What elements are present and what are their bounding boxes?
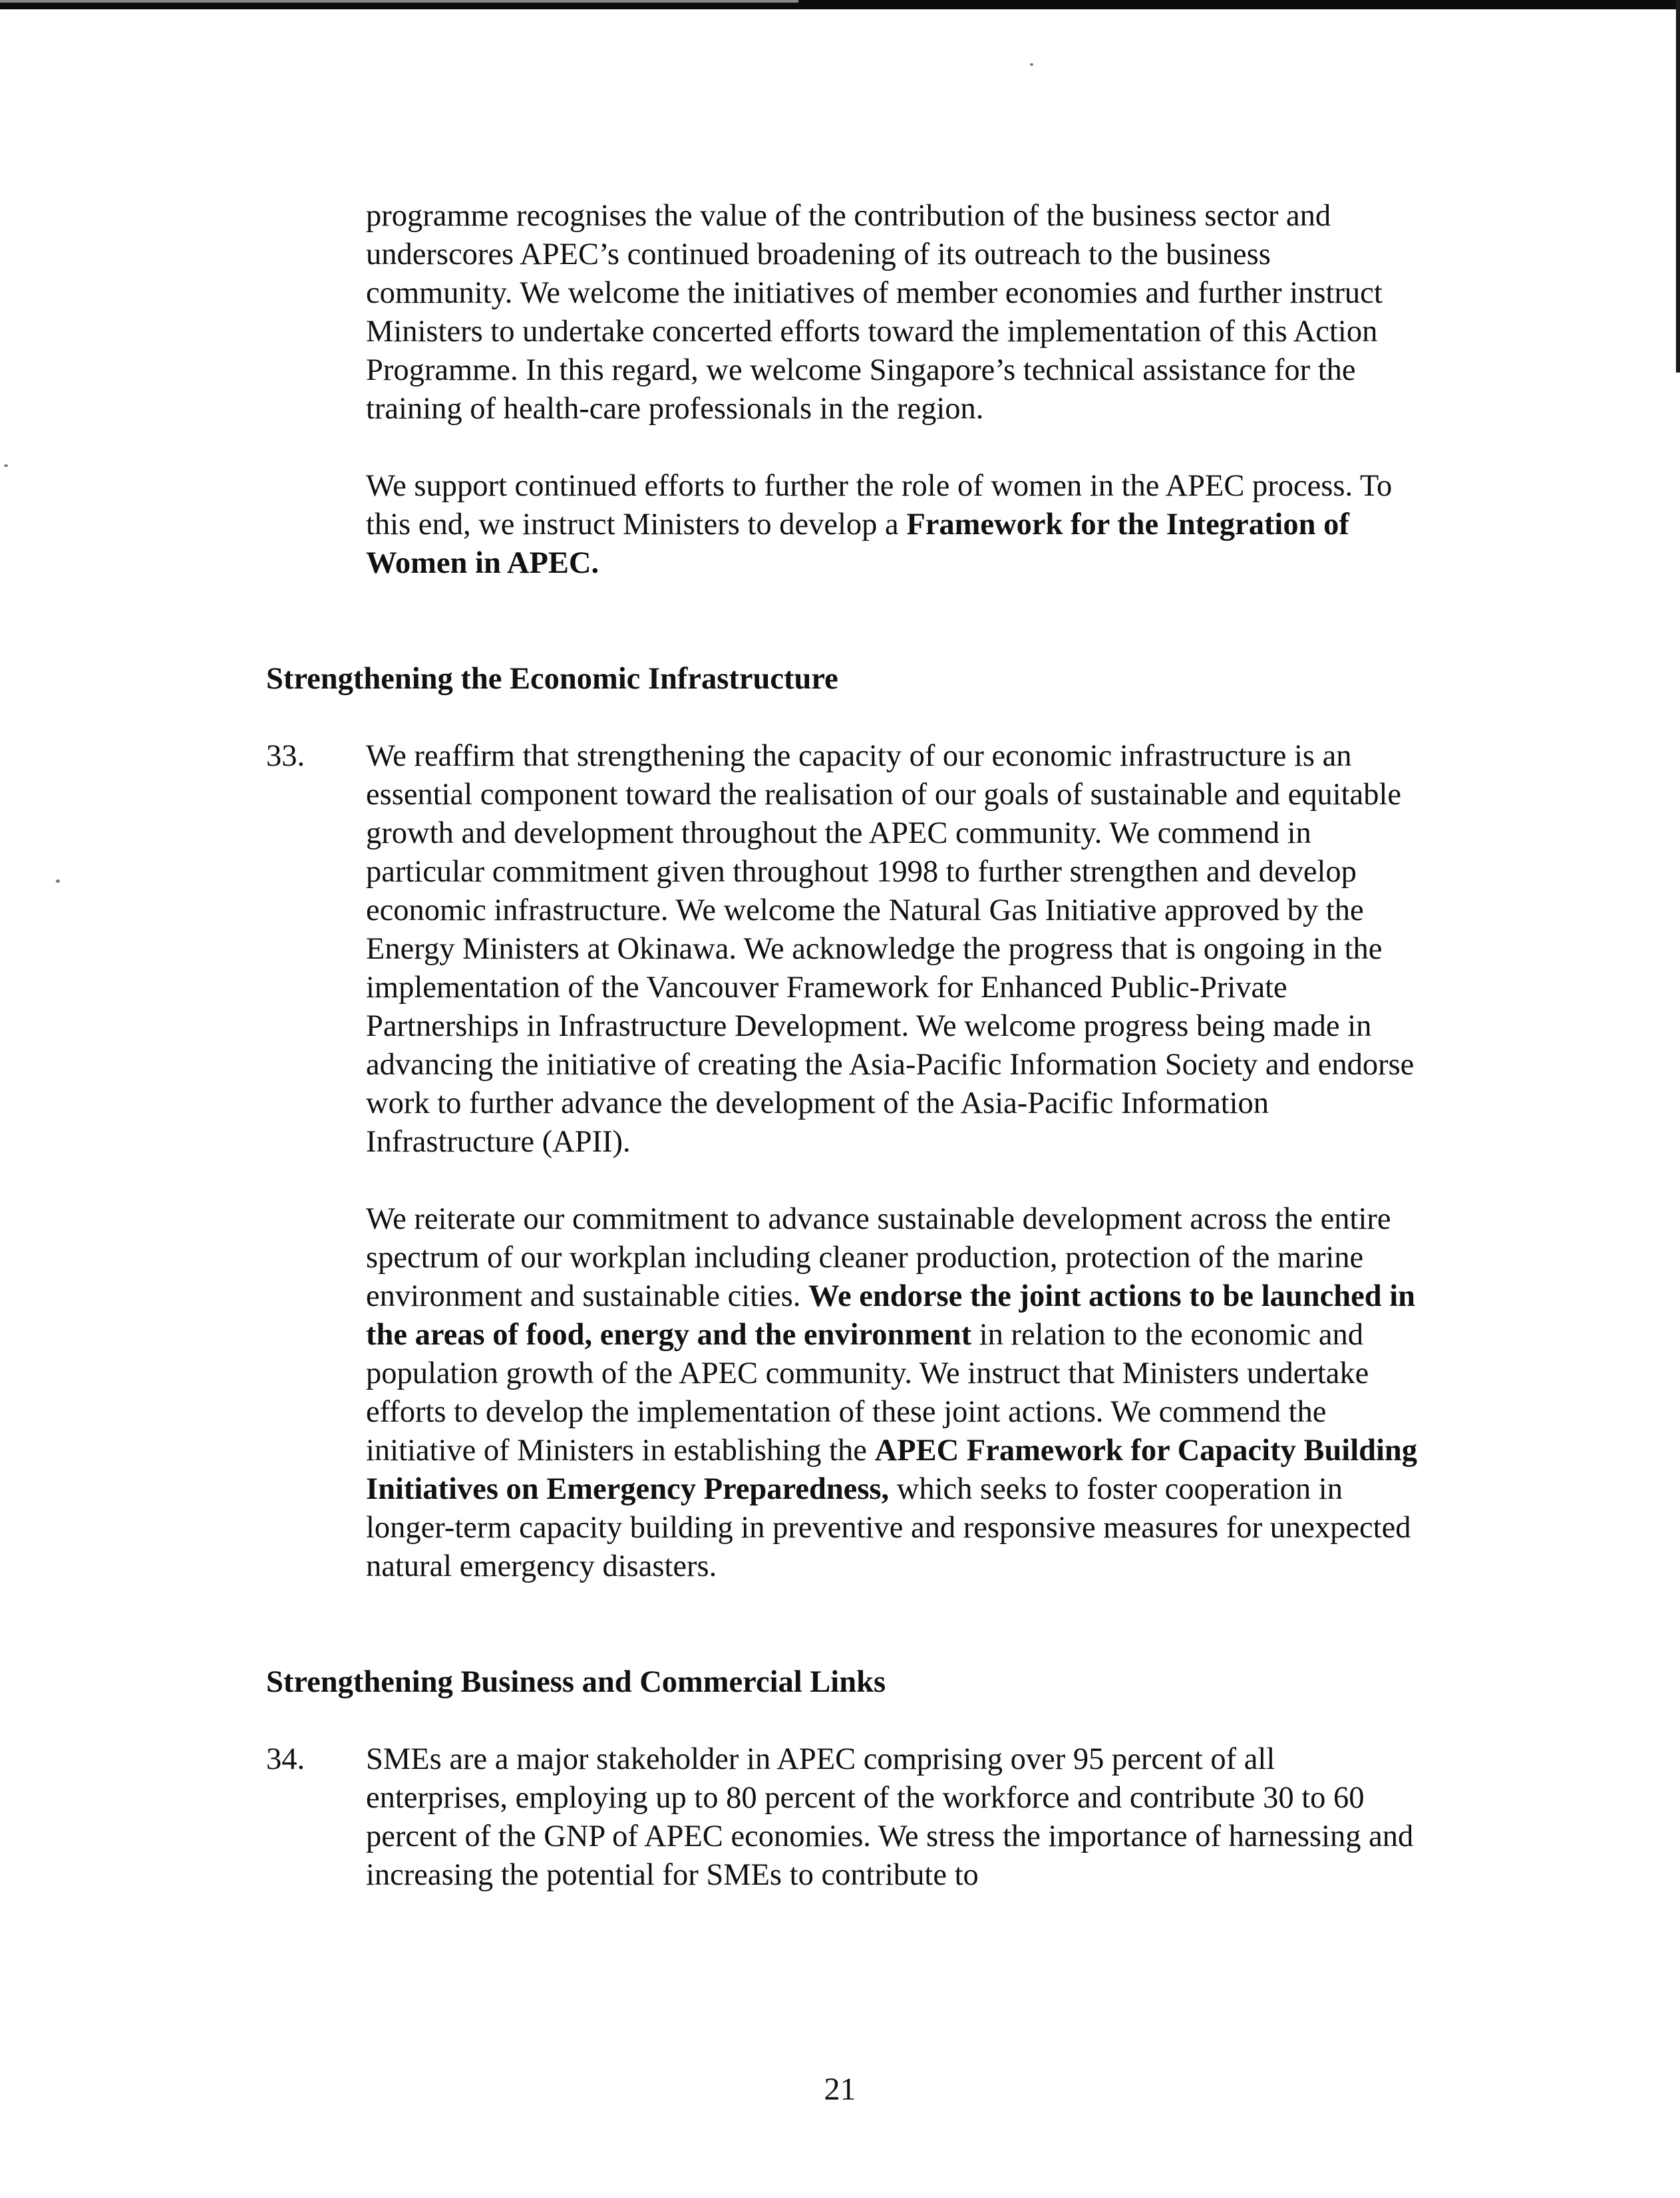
numbered-paragraph-33 — [266, 737, 1424, 1586]
document-page — [266, 197, 1424, 1895]
bold-text: We endorse the joint actions to be launched in the areas of food, energy and the environment — [366, 1279, 1415, 1352]
paragraph-smes: SMEs are a major stakeholder in APEC comprising over 95 percent of all enterprises, employing up to 80 percent of the workforce and contribute 30 to 60 percent of the GNP of APEC economies. We stress the importance of harnessing and increasing the potential for SMEs to contribute to — [366, 1742, 1414, 1892]
section-heading-business: Strengthening Business and Commercial Links — [266, 1665, 886, 1699]
paragraph-number: 33. — [266, 739, 305, 773]
paragraph-number: 34. — [266, 1742, 305, 1776]
numbered-paragraph-34 — [266, 1740, 1424, 1895]
paragraph-text: We reiterate our commitment to advance sustainable development across the entire spectrum of our workplan including cleaner production, protection of the marine environment and sustainable cities. — [366, 1202, 1391, 1313]
bold-text: Framework for the Integration of Women in APEC. — [366, 508, 1349, 580]
paragraph-infrastructure: We reaffirm that strengthening the capacity of our economic infrastructure is an essential component toward the realisation of our goals of sustainable and equitable growth and development throughout the APEC community. We commend in particular commitment given throughout 1998 to further strengthen and develop economic infrastructure. We welcome the Natural Gas Initiative approved by the Energy Ministers at Okinawa. We acknowledge the progress that is ongoing in the implementation of the Vancouver Framework for Enhanced Public-Private Partnerships in Infrastructure Development. We welcome progress being made in advancing the initiative of creating the Asia-Pacific Information Society and endorse work to further advance the development of the Asia-Pacific Information Infrastructure (APII). — [366, 739, 1415, 1159]
scan-border-top — [0, 0, 1680, 9]
paragraph-text: We support continued efforts to further the role of women in the APEC process. To this end, we instruct Ministers to develop a — [366, 469, 1393, 542]
scan-speck — [4, 464, 8, 467]
bold-text: APEC Framework for Capacity Building Initiatives on Emergency Preparedness, — [366, 1434, 1418, 1506]
scan-border-right — [1676, 0, 1680, 373]
page-number: 21 — [824, 2072, 856, 2107]
paragraph-text: which seeks to foster cooperation in longer-term capacity building in preventive and responsive measures for unexpected natural emergency disasters. — [366, 1472, 1411, 1583]
paragraph-action-programme: programme recognises the value of the contribution of the business sector and underscores APEC’s continued broadening of its outreach to the business community. We welcome the initiatives of member economies and further instruct Ministers to undertake concerted efforts toward the implementation of this Action Programme. In this regard, we welcome Singapore’s technical assistance for the training of health-care professionals in the region. — [366, 199, 1383, 426]
paragraph-sustainable-development — [366, 1200, 1424, 1586]
section-heading-infrastructure: Strengthening the Economic Infrastructure — [266, 662, 838, 696]
scan-speck — [1030, 63, 1033, 66]
paragraph-text: in relation to the economic and population growth of the APEC community. We instruct that Ministers undertake efforts to develop the implementation of these joint actions. We commend the initiative of Ministers in establishing the — [366, 1318, 1369, 1468]
paragraph-women-in-apec — [366, 467, 1424, 583]
scan-speck — [56, 879, 60, 883]
